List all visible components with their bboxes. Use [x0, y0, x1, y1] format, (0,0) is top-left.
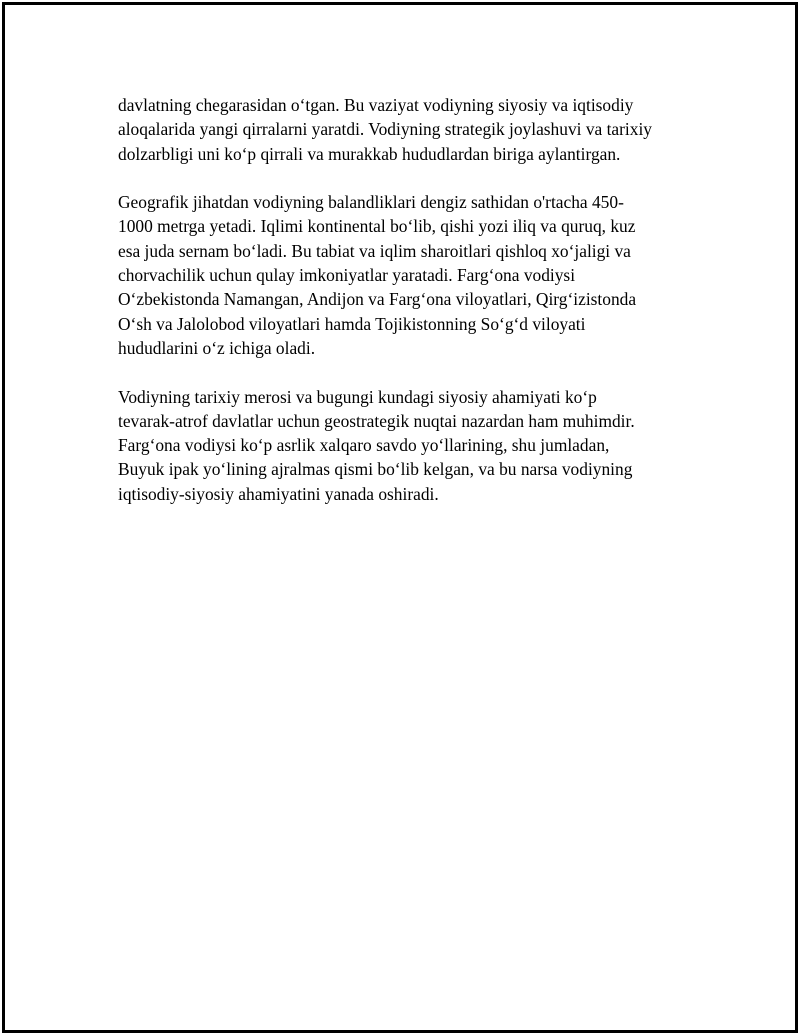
text-line: esa juda sernam bo‘ladi. Bu tabiat va iqlim sharoitlari qishloq xo‘jaligi va: [118, 240, 631, 261]
text-line: iqtisodiy-siyosiy ahamiyatini yanada oshiradi.: [118, 483, 439, 504]
paragraph-3: [118, 385, 698, 506]
text-line: Farg‘ona vodiysi ko‘p asrlik xalqaro savdo yo‘llarining, shu jumladan,: [118, 435, 610, 456]
text-line: Geografik jihatdan vodiyning balandliklari dengiz sathidan o'rtacha 450-: [118, 192, 624, 213]
text-line: davlatning chegarasidan o‘tgan. Bu vaziyat vodiyning siyosiy va iqtisodiy: [118, 95, 634, 115]
document-body: [118, 93, 698, 530]
paragraph-2: [118, 190, 698, 360]
text-line: 1000 metrga yetadi. Iqlimi kontinental bo‘lib, qishi yozi iliq va quruq, kuz: [118, 216, 636, 237]
text-line: Buyuk ipak yo‘lining ajralmas qismi bo‘lib kelgan, va bu narsa vodiyning: [118, 459, 633, 480]
text-line: tevarak-atrof davlatlar uchun geostrategik nuqtai nazardan ham muhimdir.: [118, 410, 635, 431]
text-line: aloqalarida yangi qirralarni yaratdi. Vodiyning strategik joylashuvi va tarixiy: [118, 119, 652, 140]
text-line: Vodiyning tarixiy merosi va bugungi kundagi siyosiy ahamiyati ko‘p: [118, 386, 597, 407]
text-line: dolzarbligi uni ko‘p qirrali va murakkab hududlardan biriga aylantirgan.: [118, 143, 621, 164]
paragraph-1: [118, 93, 698, 166]
text-line: O‘sh va Jalolobod viloyatlari hamda Tojikistonning So‘g‘d viloyati: [118, 313, 586, 334]
text-line: hududlarini o‘z ichiga oladi.: [118, 337, 316, 358]
text-line: chorvachilik uchun qulay imkoniyatlar yaratadi. Farg‘ona vodiysi: [118, 265, 576, 286]
text-line: O‘zbekistonda Namangan, Andijon va Farg‘ona viloyatlari, Qirg‘izistonda: [118, 289, 637, 310]
